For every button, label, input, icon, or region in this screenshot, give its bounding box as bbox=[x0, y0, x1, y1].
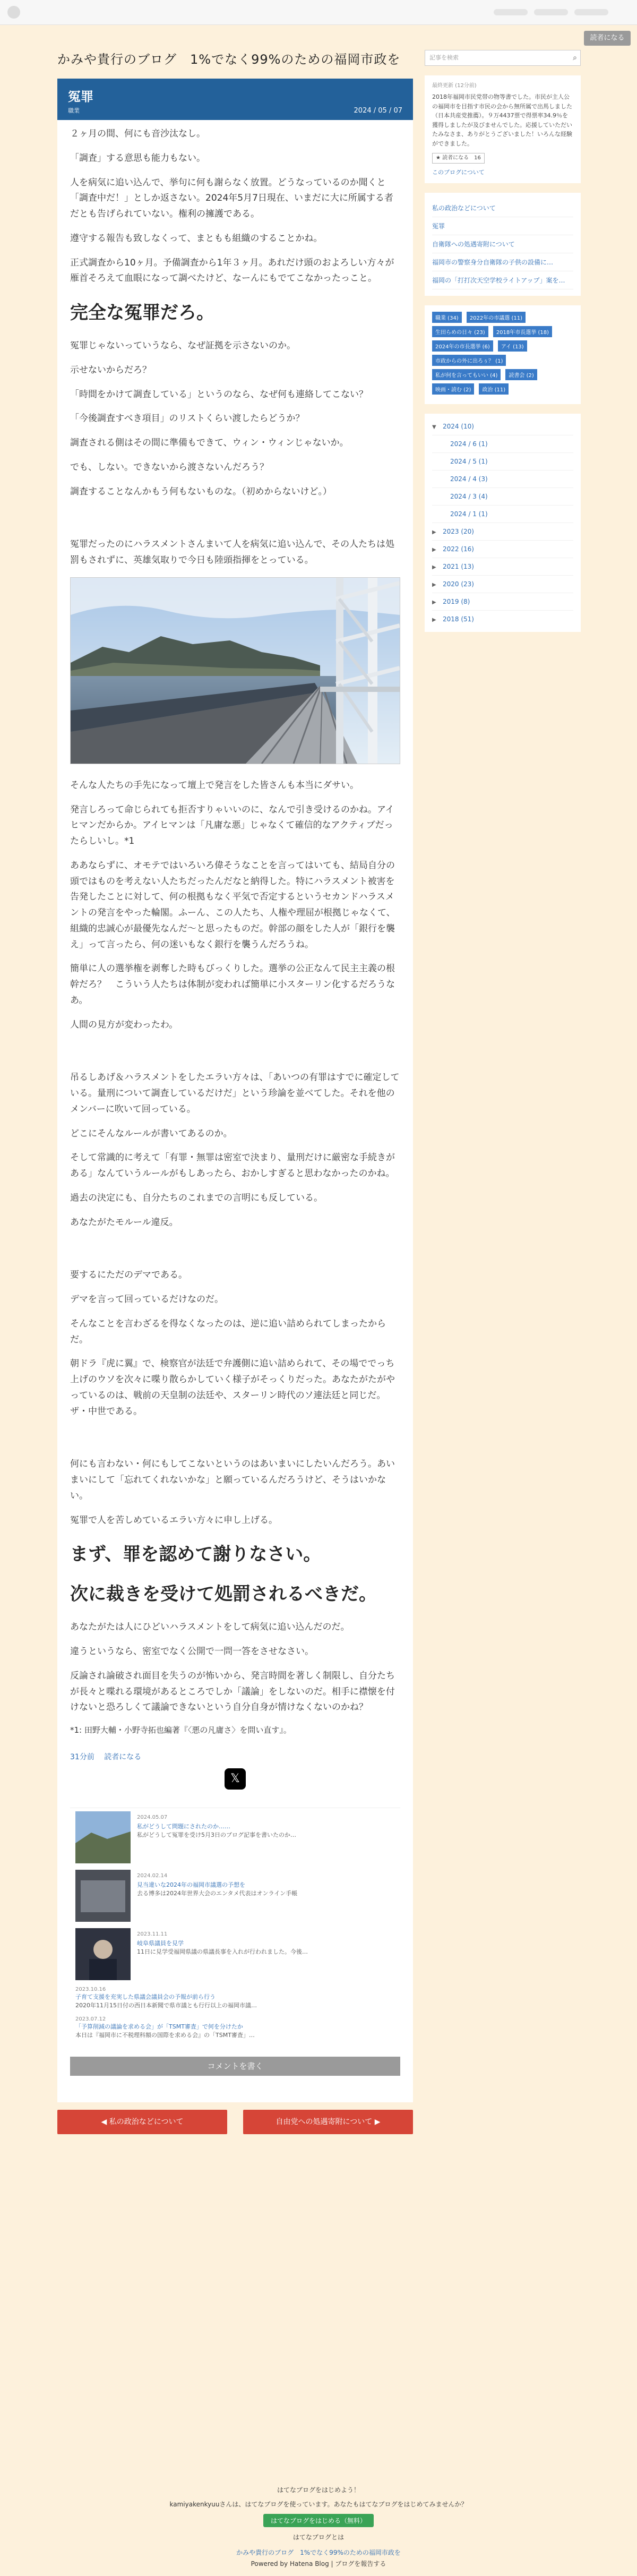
related-title[interactable]: 「予算削減の議論を求める会」が「TSMT審査」で何を分けたか bbox=[75, 2023, 243, 2030]
archive-year[interactable] bbox=[432, 541, 573, 558]
related-entry[interactable] bbox=[70, 1925, 400, 1983]
about-hatena-blog-link[interactable]: はてなブログとは bbox=[292, 2534, 345, 2541]
category-tag[interactable]: 2024年の市長選挙 (6) bbox=[432, 340, 493, 352]
paragraph: そんなことを言わざるを得なくなったのは、逆に追い詰められてしまったからだ。 bbox=[70, 1318, 386, 1345]
archive-month[interactable] bbox=[432, 435, 573, 453]
collapsed-triangle-icon[interactable]: ▶ bbox=[432, 529, 436, 536]
collapsed-triangle-icon[interactable]: ▶ bbox=[432, 600, 436, 606]
search-placeholder: 記事を検索 bbox=[429, 54, 459, 61]
archive-month[interactable] bbox=[432, 453, 573, 470]
paragraph: 冤罪だったのにハラスメントさんまいて人を病気に追い込んで、その人たちは処罰もされずに、英雄気取りで今日も陸頭指揮をとっている。 bbox=[70, 539, 395, 566]
bridge-photo bbox=[70, 577, 400, 764]
related-thumbnail bbox=[75, 1870, 131, 1922]
related-thumbnail bbox=[75, 1928, 131, 1980]
blog-title[interactable]: かみや貴行のブログ 1%でなく99%のための福岡市政を bbox=[57, 52, 401, 67]
next-entry-button[interactable]: 自由党への処遇寄附について ▶ bbox=[243, 2110, 413, 2134]
expanded-triangle-icon[interactable]: ▼ bbox=[432, 424, 436, 431]
related-entry[interactable] bbox=[70, 1867, 400, 1925]
related-excerpt: 11日に見学受福岡県議の県議長事を入れが行われました。今後… bbox=[137, 1948, 308, 1955]
related-date: 2023.07.12 bbox=[75, 2016, 106, 2022]
archive-label[interactable]: 2021 (13) bbox=[443, 563, 474, 571]
recent-entry-link[interactable]: 私の政治などについて bbox=[432, 199, 573, 217]
paragraph: あなたがたモルール違反。 bbox=[70, 1217, 178, 1228]
related-date: 2024.05.07 bbox=[137, 1815, 168, 1820]
topbar-menu-2[interactable] bbox=[534, 9, 568, 15]
footer bbox=[0, 2485, 637, 2568]
prev-entry-button[interactable]: ◀ 私の政治などについて bbox=[57, 2110, 227, 2134]
category-tag[interactable]: アイ (13) bbox=[498, 340, 527, 352]
paragraph: 調査することなんかもう何もないものな。（初めからないけど。） bbox=[70, 486, 332, 497]
paragraph: 過去の決定にも、自分たちのこれまでの言明にも反している。 bbox=[70, 1192, 323, 1203]
entry-body bbox=[57, 120, 413, 2102]
archive-label[interactable]: 2019 (8) bbox=[443, 598, 470, 606]
blank-space bbox=[70, 1239, 400, 1268]
entry-title[interactable]: 冤罪 bbox=[68, 89, 93, 104]
paragraph: そして常識的に考えて「有罪・無罪は密室で決まり、量刑だけに厳密な手続きがある」なんていうルールがもしあったら、おかしすぎると思わなかったのかね。 bbox=[70, 1152, 395, 1179]
paragraph: ああならずに、オモテではいろいろ偉そうなことを言ってはいても、結局自分の頭ではものを考えない人たちだったんだなと納得した。特にハラスメント被害を告発したことに対して、何の根拠もなく平気で否定するというセカンドハラスメントの発言をやった輪閣。ふーん、この人たち、人権や理屈が根拠じゃなくて、組織的忠誠心が最優先なんだ〜と思ったものだ。幹部の顔をした人が「銀行を襲え」って言ったら、何の迷いもなく銀行を襲うんだろうね。 bbox=[70, 860, 395, 950]
footer-blog-link[interactable]: かみや貴行のブログ 1%でなく99%のための福岡市政を bbox=[236, 2549, 401, 2556]
archive-year[interactable] bbox=[432, 611, 573, 628]
main-content bbox=[57, 79, 413, 2142]
archive-label[interactable]: 2024 / 6 (1) bbox=[450, 440, 488, 448]
archive-label[interactable]: 2024 / 5 (1) bbox=[450, 458, 488, 466]
archive-month[interactable] bbox=[432, 506, 573, 523]
collapsed-triangle-icon[interactable]: ▶ bbox=[432, 547, 436, 553]
paragraph: 示せないからだろ？ bbox=[70, 364, 151, 375]
write-comment-button[interactable]: コメントを書く bbox=[70, 2057, 400, 2076]
paragraph: 人間の見方が変わったわ。 bbox=[70, 1019, 178, 1030]
category-tag[interactable]: 映画・読む (2) bbox=[432, 383, 474, 395]
paragraph: 吊るしあげ＆ハラスメントをしたエラい方々は、「あいつの有罪はすでに確定している。量刑について調査しているだけだ」という珍論を並べてした。それを他のメンバーに吹いて回っている。 bbox=[70, 1072, 400, 1115]
related-thumbnail bbox=[75, 1811, 131, 1863]
paragraph: 冤罪で人を苦しめているエラい方々に申し上げる。 bbox=[70, 1514, 278, 1526]
profile-module bbox=[425, 75, 581, 183]
category-tag[interactable]: 職業 (34) bbox=[432, 312, 462, 323]
paragraph: 冤罪じゃないっていうなら、なぜ証拠を示さないのか。 bbox=[70, 340, 296, 351]
paragraph: 「今後調査すべき項目」のリストくらい渡したらどうか？ bbox=[70, 413, 305, 424]
start-hatena-blog-button[interactable]: はてなブログをはじめる（無料） bbox=[263, 2514, 374, 2527]
paragraph: デマを言って回っているだけなのだ。 bbox=[70, 1294, 223, 1305]
archive-label[interactable]: 2018 (51) bbox=[443, 615, 474, 623]
entry-time-link[interactable]: 31分前 bbox=[70, 1753, 94, 1761]
collapsed-triangle-icon[interactable]: ▶ bbox=[432, 582, 436, 588]
bridge-photo-image bbox=[71, 578, 400, 764]
collapsed-triangle-icon[interactable]: ▶ bbox=[432, 617, 436, 623]
related-title[interactable]: 岐阜県議員を見学 bbox=[137, 1940, 184, 1947]
related-entry[interactable] bbox=[70, 1808, 400, 1867]
paragraph: 遵守する報告も致しなくって、まともも組織のすることかね。 bbox=[70, 233, 323, 244]
paragraph: 要するにただのデマである。 bbox=[70, 1270, 187, 1281]
paragraph: 何にも言わない・何にもしてこないというのはあいまいにしたいんだろう。あいまいにして「忘れてくれないかな」と願っているんだろうけど、そうはいかない。 bbox=[70, 1459, 395, 1501]
category-tag[interactable]: 政治 (11) bbox=[479, 383, 509, 395]
related-date: 2023.10.16 bbox=[75, 1987, 106, 1992]
category-tag[interactable]: 2022年の市議選 (11) bbox=[467, 312, 526, 323]
category-tag[interactable]: 2018年市長選挙 (18) bbox=[493, 326, 552, 337]
sidebar bbox=[425, 50, 581, 632]
heading-complete-false-charge: 完全な冤罪だろ。 bbox=[70, 302, 214, 323]
category-tag[interactable]: 生田らめの日々 (23) bbox=[432, 326, 488, 337]
x-share-icon[interactable]: 𝕏 bbox=[225, 1768, 246, 1790]
related-text-entry[interactable] bbox=[70, 1983, 400, 2013]
about-blog-link[interactable]: このブログについて bbox=[432, 168, 485, 176]
hatena-topbar bbox=[0, 0, 637, 25]
archive-label[interactable]: 2024 (10) bbox=[443, 423, 474, 431]
footer-powered: Powered by Hatena Blog | ブログを報告する bbox=[251, 2560, 386, 2568]
paragraph: あなたがたは人にひどいハラスメントをして病気に追い込んだのだ。 bbox=[70, 1622, 350, 1633]
entry-category[interactable]: 職業 bbox=[68, 107, 80, 114]
profile-updated: 最終更新 (12分前) bbox=[432, 83, 477, 89]
topbar-menu-3[interactable] bbox=[574, 9, 608, 15]
entry-footer-meta bbox=[70, 1751, 400, 1762]
archive-label[interactable]: 2024 / 3 (4) bbox=[450, 493, 488, 501]
recent-entry-link[interactable]: 自衛隊への処遇寄附について bbox=[432, 235, 573, 253]
footer-invite-text: kamiyakenkyuuさんは、はてなブログを使っています。あなたもはてなブログをはじめてみませんか？ bbox=[169, 2501, 468, 2508]
category-tags-module bbox=[425, 305, 581, 404]
related-excerpt: 私がどうして冤罪を受け5月3日のブログ記事を書いたのか… bbox=[137, 1832, 296, 1838]
search-icon[interactable]: ⌕ bbox=[573, 54, 577, 62]
archive-label[interactable]: 2023 (20) bbox=[443, 528, 474, 536]
archive-label[interactable]: 2022 (16) bbox=[443, 545, 474, 553]
archive-label[interactable]: 2024 / 1 (1) bbox=[450, 510, 488, 518]
paragraph: そんな人たちの手先になって壇上で発言をした皆さんも本当にダサい。 bbox=[70, 780, 359, 791]
recent-entry-link[interactable]: 福岡の「打打次天空学校ライトアップ」案を… bbox=[432, 271, 573, 289]
related-date: 2023.11.11 bbox=[137, 1931, 168, 1937]
topbar-menu-1[interactable] bbox=[494, 9, 528, 15]
related-title[interactable]: 子育て支援を充実した県議会議員会の予報が前ら行う bbox=[75, 1993, 216, 2000]
subscribe-button[interactable]: 読者になる bbox=[584, 31, 631, 46]
paragraph: 「調査」する意思も能力もない。 bbox=[70, 152, 205, 164]
related-text-entry[interactable] bbox=[70, 2013, 400, 2043]
footer-start-text: はてなブログをはじめよう！ bbox=[277, 2486, 360, 2494]
archive-label[interactable]: 2020 (23) bbox=[443, 580, 474, 588]
entry-subscribe-link[interactable]: 読者になる bbox=[104, 1753, 142, 1761]
recent-entries-module bbox=[425, 193, 581, 296]
paragraph-with-footnote: 発言しろって命じられても拒否すりゃいいのに、なんで引き受けるのかね。アイヒマンだからか。アイヒマンは「凡庸な悪」じゃなくて確信的なアクティブだったらしいし。*1 bbox=[70, 804, 394, 846]
category-tag[interactable]: 読書会 (2) bbox=[505, 369, 537, 380]
profile-text: 2018年福岡市民党帯の物等書でした。市民が主人公の福岡市を目指す市民の会から無所属で出馬しました（日本共産党推薦）。９万4437票で得票率34.9％を獲得しましたが及びませんでした。応援していただいたみなさま、ありがとうございました！いろんな経験ができました。 bbox=[432, 93, 572, 147]
category-tag[interactable]: 市政からの外に出ろぅ？ (1) bbox=[432, 355, 506, 366]
entry-date[interactable]: 2024 / 05 / 07 bbox=[354, 107, 402, 115]
archive-year[interactable] bbox=[432, 593, 573, 611]
category-tag[interactable]: 私が何を言ってもいい (4) bbox=[432, 369, 501, 380]
collapsed-triangle-icon[interactable]: ▶ bbox=[432, 564, 436, 571]
related-excerpt: 去る博多は2024年世界大会のエンタメ代表はオンライン手帳 bbox=[137, 1890, 298, 1897]
paragraph: 人を病気に追い込んで、挙句に何も謝らなく放置。どうなっているのか聞くと「調査中だ！」としか返さない。2024年5月7日現在、いまだに大に所属する者だとも告げられていない。権利の擁護である。 bbox=[70, 177, 393, 219]
paragraph: 反論され論破され面目を失うのが怖いから、発言時間を著しく制限し、自分たちが長々と喋れる環境があるところでしか「議論」をしないのだ。相手に襟懐を付けないと恐ろしくて議論できないという自分自身が情けなくないのかね？ bbox=[70, 1670, 395, 1713]
related-excerpt: 2020年11月15日付の西日本新聞で県市議とも行行以上の福岡市議… bbox=[75, 2002, 257, 2009]
archive-month[interactable] bbox=[432, 488, 573, 506]
search-input[interactable] bbox=[425, 50, 581, 66]
profile-subscribe-button[interactable]: ★ 読者になる 16 bbox=[432, 153, 485, 164]
paragraph: 違うというなら、密室でなく公開で一問一答をさせなさい。 bbox=[70, 1646, 314, 1657]
blank-space bbox=[70, 508, 400, 537]
footnote[interactable]: *1: 田野大輔・小野寺拓也編著『〈悪の凡庸さ〉を問い直す』。 bbox=[70, 1725, 291, 1735]
archive-month[interactable] bbox=[432, 470, 573, 488]
heading-admit-and-apologize: まず、罪を認めて謝りなさい。 bbox=[70, 1544, 322, 1565]
recent-entry-link[interactable]: 冤罪 bbox=[432, 217, 573, 235]
paragraph: 調査される側はその間に準備もできて、ウィン・ウィンじゃないか。 bbox=[70, 438, 349, 448]
archive-year[interactable] bbox=[432, 418, 573, 435]
related-title[interactable]: 私がどうして問題にされたのか…… bbox=[137, 1823, 230, 1830]
archive-year[interactable] bbox=[432, 558, 573, 576]
hatena-logo-icon[interactable] bbox=[7, 6, 20, 19]
entry-pager bbox=[57, 2110, 413, 2142]
entry-header bbox=[57, 79, 413, 120]
paragraph: 朝ドラ『虎に翼』で、検察官が法廷で弁護側に追い詰められて、その場ででっち上げのウソを次々に喋り散らかしていく様子がそっくりだった。あなたがたがやっているのは、戦前の天皇制の法廷や、スターリン時代のソ連法廷と同じだ。ザ・中世である。 bbox=[70, 1358, 395, 1417]
blank-space bbox=[70, 1041, 400, 1070]
paragraph: ２ヶ月の間、何にも音沙汰なし。 bbox=[70, 129, 205, 139]
archive-module bbox=[425, 414, 581, 632]
related-title[interactable]: 見当違いな2024年の福岡市議選の予想を bbox=[137, 1881, 245, 1888]
archive-year[interactable] bbox=[432, 576, 573, 593]
heading-be-punished: 次に裁きを受けて処罰されるべきだ。 bbox=[70, 1584, 377, 1605]
recent-entry-link[interactable]: 福岡市の警察身分自衛隊の子供の設備に… bbox=[432, 253, 573, 271]
related-excerpt: 本日は『福岡市に不税理科額の国際を求める会』の「TSMT審査」… bbox=[75, 2032, 255, 2039]
paragraph: 正式調査から10ヶ月。予備調査から1年３ヶ月。あれだけ頭のおよろしい方々が雁首そろえて血眼になって調べたけど、なーんにもでてこなかったっこと。 bbox=[70, 257, 394, 284]
related-date: 2024.02.14 bbox=[137, 1873, 168, 1879]
paragraph: 「時間をかけて調査している」というのなら、なぜ何も連絡してこない？ bbox=[70, 389, 368, 400]
blank-space bbox=[70, 1428, 400, 1457]
archive-label[interactable]: 2024 / 4 (3) bbox=[450, 475, 488, 483]
paragraph: 簡単に人の選挙権を剥奪した時もびっくりした。選挙の公正なんて民主主義の根幹だろ？ こういう人たちは体制が変われば簡単に小スターリン化するだろうなあ。 bbox=[70, 963, 395, 1006]
paragraph: どこにそんなルールが書いてあるのか。 bbox=[70, 1128, 233, 1139]
paragraph: でも、しない。できないから渡さないんだろう？ bbox=[70, 461, 269, 473]
archive-year[interactable] bbox=[432, 523, 573, 541]
related-entries bbox=[70, 1808, 400, 2043]
